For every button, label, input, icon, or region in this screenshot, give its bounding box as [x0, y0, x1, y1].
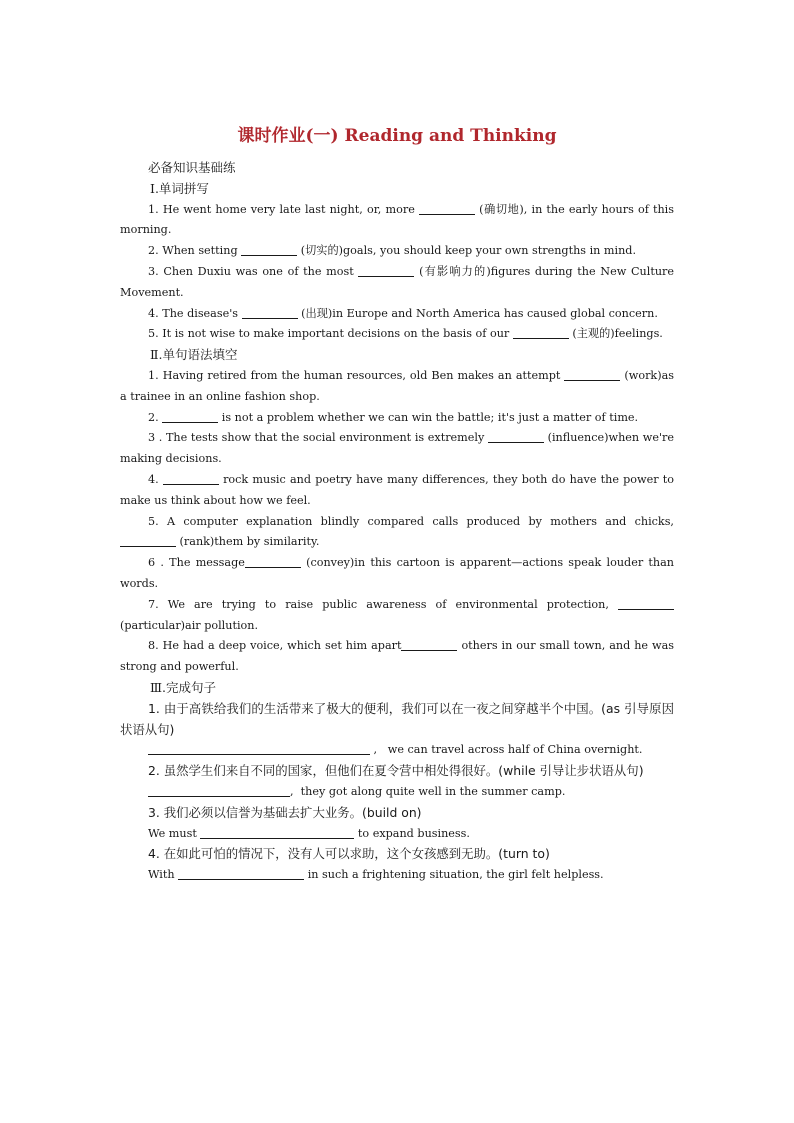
answer-line: , we can travel across half of China overnight. — [120, 740, 674, 761]
answer-line: With in such a frightening situation, the girl felt helpless. — [148, 868, 604, 882]
list-item: 2. is not a problem whether we can win the battle; it's just a matter of time. — [148, 410, 639, 424]
answer-blank[interactable] — [419, 201, 475, 215]
page-title: 课时作业(一) Reading and Thinking — [237, 126, 557, 146]
answer-blank[interactable] — [245, 554, 301, 568]
part3-list — [120, 699, 674, 886]
list-item: 1. He went home very late last night, or, more (确切地), in the early hours of this morning. — [120, 202, 674, 237]
answer-blank[interactable] — [178, 866, 304, 880]
list-item: 5. A computer explanation blindly compared calls produced by mothers and chicks, (rank)them by similarity. — [120, 512, 674, 554]
question-prompt: 3. 我们必须以信誉为基础去扩大业务。(build on) — [148, 804, 422, 820]
answer-blank[interactable] — [618, 596, 674, 610]
part1-list — [120, 200, 674, 346]
answer-blank[interactable] — [120, 533, 176, 547]
answer-blank[interactable] — [162, 409, 218, 423]
question-prompt: 1. 由于高铁给我们的生活带来了极大的便利，我们可以在一夜之间穿越半个中国。(as 引导原因状语从句) — [120, 700, 674, 737]
answer-blank[interactable] — [242, 305, 298, 319]
list-item: 1. Having retired from the human resources, old Ben makes an attempt (work)as a trainee in an online fashion shop. — [120, 368, 674, 403]
answer-blank[interactable] — [513, 325, 569, 339]
answer-blank[interactable] — [358, 263, 414, 277]
list-item: 4. rock music and poetry have many differences, they both do have the power to make us think about how we feel. — [120, 472, 675, 507]
part2-list — [120, 366, 674, 678]
answer-blank[interactable] — [148, 783, 290, 797]
list-item: 7. We are trying to raise public awareness of environmental protection, (particular)air pollution. — [120, 595, 674, 637]
list-item: 5. It is not wise to make important decisions on the basis of our (主观的)feelings. — [148, 327, 663, 341]
answer-blank[interactable] — [564, 367, 620, 381]
answer-line: We must to expand business. — [148, 826, 470, 840]
part1-heading: Ⅰ.单词拼写 — [150, 180, 209, 196]
section-label: 必备知识基础练 — [148, 160, 236, 175]
list-item: 3 . The tests show that the social environment is extremely (influence)when we're making decisions. — [120, 431, 674, 466]
answer-blank[interactable] — [148, 741, 370, 755]
list-item: 8. He had a deep voice, which set him apart others in our small town, and he was strong and powerful. — [120, 639, 674, 674]
answer-blank[interactable] — [401, 637, 457, 651]
list-item: 3. Chen Duxiu was one of the most (有影响力的)figures during the New Culture Movement. — [120, 264, 675, 299]
worksheet-content — [120, 158, 674, 886]
answer-blank[interactable] — [200, 825, 354, 839]
answer-blank[interactable] — [163, 471, 219, 485]
answer-blank[interactable] — [488, 429, 544, 443]
part3-heading: Ⅲ.完成句子 — [150, 679, 217, 695]
list-item: 6 . The message (convey)in this cartoon is apparent—actions speak louder than words. — [120, 556, 674, 590]
answer-blank[interactable] — [241, 242, 297, 256]
list-item: 2. When setting (切实的)goals, you should keep your own strengths in mind. — [148, 244, 637, 258]
list-item: 4. The disease's (出现)in Europe and North America has caused global concern. — [148, 306, 658, 320]
part2-heading: Ⅱ.单句语法填空 — [150, 347, 238, 363]
answer-line: , they got along quite well in the summer camp. — [120, 782, 674, 803]
question-prompt: 4. 在如此可怕的情况下，没有人可以求助，这个女孩感到无助。(turn to) — [148, 846, 550, 862]
question-prompt: 2. 虽然学生们来自不同的国家，但他们在夏令营中相处得很好。(while 引导让步状语从句) — [148, 763, 644, 779]
